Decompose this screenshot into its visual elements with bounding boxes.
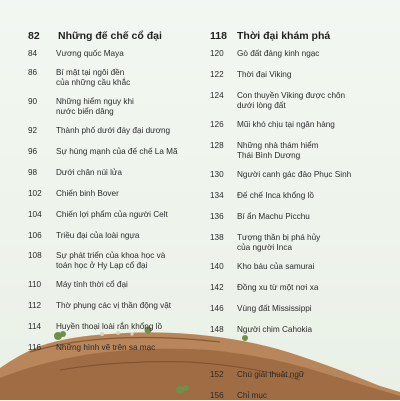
toc-entry[interactable] [210, 283, 390, 293]
toc-page-number: 146 [210, 304, 224, 313]
toc-entry-title: Chú giải thuật ngữ [237, 370, 305, 379]
toc-entry-title: Gò đất đáng kinh ngạc [237, 49, 320, 58]
toc-entry-title: Máy tính thời cổ đại [56, 280, 128, 289]
section-title: Thời đại khám phá [237, 30, 331, 42]
toc-page-number: 152 [210, 370, 224, 379]
toc-page-number: 142 [210, 283, 224, 292]
toc-page-number: 114 [28, 322, 42, 331]
toc-entry[interactable] [210, 91, 390, 111]
toc-entry-title: Chiến binh Bover [56, 189, 119, 198]
toc-entry-title: Thái Bình Dương [237, 151, 301, 160]
toc-entry-title: Huyền thoại loài rắn khổng lồ [56, 322, 163, 331]
toc-entry-title: Vùng đất Mississippi [237, 304, 312, 313]
section-heading-ancient-empires[interactable] [28, 30, 206, 42]
toc-entry[interactable] [28, 301, 206, 311]
toc-page-number: 136 [210, 212, 224, 221]
toc-entry-title: Những hình vẽ trên sa mạc [56, 343, 156, 352]
toc-page-number: 126 [210, 120, 224, 129]
toc-entry[interactable] [28, 49, 206, 59]
toc-page-number: 108 [28, 251, 42, 260]
section-page-number: 118 [210, 30, 227, 42]
section-page-number: 82 [28, 30, 40, 42]
toc-page-number: 86 [28, 68, 38, 77]
toc-entry-title: của những cầu khắc [56, 78, 131, 87]
toc-entry-title: Sự phát triển của khoa học và [56, 251, 166, 260]
toc-entry[interactable] [210, 70, 390, 80]
toc-entry-title: Đế chế Inca khổng lồ [237, 191, 314, 200]
toc-entry[interactable] [210, 304, 390, 314]
toc-entry[interactable] [28, 231, 206, 241]
toc-column-right [210, 30, 390, 401]
toc-page-number: 98 [28, 168, 38, 177]
toc-page-number: 138 [210, 233, 224, 242]
toc-entry-title: Sự hùng mạnh của đế chế La Mã [56, 147, 178, 156]
toc-entry-title: Thờ phụng các vị thần động vật [56, 301, 172, 310]
toc-entry-title: Những hiểm nguy khi [56, 97, 134, 106]
toc-entry[interactable] [210, 49, 390, 59]
toc-entry-title: nước biển dâng [56, 107, 114, 116]
toc-entry-title: Mũi khó chịu tại ngân hàng [237, 120, 335, 129]
toc-page-number: 90 [28, 97, 38, 106]
toc-page-number: 92 [28, 126, 38, 135]
toc-entry-title: Vương quốc Maya [56, 49, 124, 58]
toc-entry[interactable] [210, 141, 390, 161]
toc-entry[interactable] [210, 170, 390, 180]
toc-entry[interactable] [28, 251, 206, 271]
toc-page-number: 112 [28, 301, 42, 310]
toc-entry[interactable] [28, 189, 206, 199]
toc-entry-title: dưới lòng đất [237, 101, 286, 110]
section-title: Những đế chế cổ đại [58, 30, 162, 42]
toc-column-left [28, 30, 206, 353]
toc-entry-title: Thành phố dưới đáy đại dương [56, 126, 171, 135]
toc-entry-title: Đồng xu từ một nơi xa [237, 283, 319, 292]
toc-page-number: 104 [28, 210, 42, 219]
toc-entry[interactable] [210, 191, 390, 201]
toc-entry-title: Bí mật tại ngôi đền [56, 68, 125, 77]
toc-entry-title: Tượng thần bị phá hủy [237, 233, 321, 242]
toc-entry-title: Chỉ mục [237, 391, 268, 400]
section-heading-age-of-discovery[interactable] [210, 30, 390, 42]
toc-page-number: 130 [210, 170, 224, 179]
toc-entry-title: Người chim Cahokia [237, 325, 313, 334]
toc-page-number: 106 [28, 231, 42, 240]
toc-entry[interactable] [28, 68, 206, 88]
toc-entry[interactable] [210, 325, 390, 335]
toc-entry-title: Chiến lợi phẩm của người Celt [56, 210, 168, 219]
toc-page-number: 116 [28, 343, 42, 352]
toc-entry-title: Những nhà thám hiểm [237, 141, 319, 150]
toc-entry[interactable] [210, 262, 390, 272]
toc-entry[interactable] [28, 280, 206, 290]
toc-page-number: 122 [210, 70, 224, 79]
toc-entry[interactable] [28, 210, 206, 220]
toc-entry-title: Thời đại Viking [237, 70, 292, 79]
toc-entry-glossary[interactable] [210, 370, 390, 380]
toc-entry[interactable] [210, 212, 390, 222]
toc-entry-title: Triều đại của loài ngựa [56, 231, 140, 240]
toc-page-number: 84 [28, 49, 38, 58]
toc-entry-title: Người canh gác đảo Phục Sinh [237, 170, 352, 179]
toc-entry-title: của người Inca [237, 243, 293, 252]
toc-entry[interactable] [28, 97, 206, 117]
toc-page-number: 140 [210, 262, 224, 271]
toc-entry-title: Dưới chân núi lửa [56, 168, 122, 177]
toc-entry[interactable] [28, 343, 206, 353]
toc-entry[interactable] [28, 126, 206, 136]
toc-entry[interactable] [28, 322, 206, 332]
toc-page-number: 134 [210, 191, 224, 200]
toc-entry-title: Con thuyền Viking được chôn [237, 91, 346, 100]
toc-entry-title: toán học ở Hy Lạp cổ đại [56, 261, 148, 270]
toc-page-number: 96 [28, 147, 38, 156]
toc-entry-title: Bí ẩn Machu Picchu [237, 212, 310, 221]
toc-page-number: 110 [28, 280, 42, 289]
toc-entry-title: Kho báu của samurai [237, 262, 315, 271]
toc-page-number: 156 [210, 391, 224, 400]
toc-entry[interactable] [210, 120, 390, 130]
toc-page-number: 102 [28, 189, 42, 198]
toc-page-number: 128 [210, 141, 224, 150]
toc-page-number: 120 [210, 49, 224, 58]
toc-page-number: 148 [210, 325, 224, 334]
toc-entry[interactable] [28, 147, 206, 157]
toc-entry[interactable] [28, 168, 206, 178]
toc-entry[interactable] [210, 233, 390, 253]
toc-page-number: 124 [210, 91, 224, 100]
